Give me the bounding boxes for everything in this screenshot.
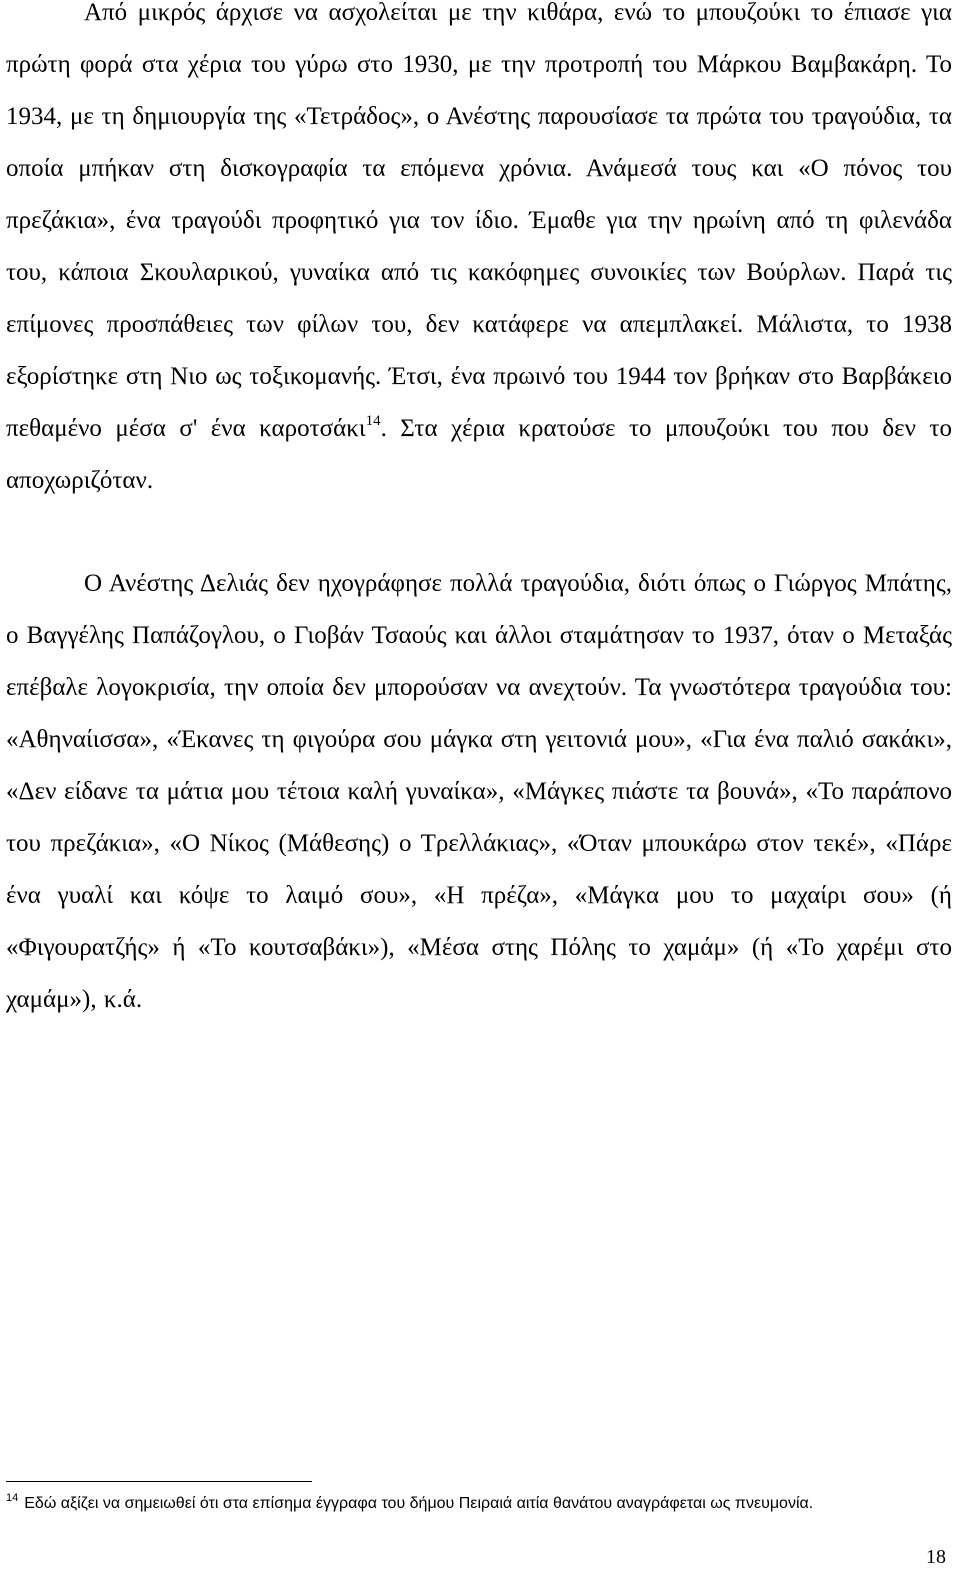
body-paragraph-1 xyxy=(6,0,952,507)
paragraph-1-text: Από μικρός άρχισε να ασχολείται με την κιθάρα, ενώ το μπουζούκι το έπιασε για πρώτη φορά στα χέρια του γύρω στο 1930, με την προτροπή του Μάρκου Βαμβακάρη. Το 1934, με τη δημιουργία της «Τετράδος», ο Ανέστης παρουσίασε τα πρώτα του τραγούδια, τα οποία μπήκαν στη δισκογραφία τα επόμενα χρόνια. Ανάμεσά τους και «Ο πόνος του πρεζάκια», ένα τραγούδι προφητικό για τον ίδιο. Έμαθε για την ηρωίνη από τη φιλενάδα του, κάποια Σκουλαρικού, γυναίκα από τις κακόφημες συνοικίες των Βούρλων. Παρά τις επίμονες προσπάθειες των φίλων του, δεν κατάφερε να απεμπλακεί. Μάλιστα, το 1938 εξορίστηκε στη Νιο ως τοξικομανής. Έτσι, ένα πρωινό του 1944 τον βρήκαν στο Βαρβάκειο πεθαμένο μέσα σ' ένα καροτσάκι xyxy=(6,0,952,442)
footnote-reference[interactable]: 14 xyxy=(365,413,381,429)
document-page xyxy=(6,0,952,1579)
footnote-separator xyxy=(6,1481,312,1482)
footnote-number: 14 xyxy=(6,1492,19,1504)
footnote xyxy=(6,1491,952,1517)
body-paragraph-2: Ο Ανέστης Δελιάς δεν ηχογράφησε πολλά τραγούδια, διότι όπως ο Γιώργος Μπάτης, ο Βαγγέλης Παπάζογλου, ο Γιοβάν Τσαούς και άλλοι σταμάτησαν το 1937, όταν ο Μεταξάς επέβαλε λογοκρισία, την οποία δεν μπορούσαν να ανεχτούν. Τα γνωστότερα τραγούδια του: «Αθηναίισσα», «Έκανες τη φιγούρα σου μάγκα στη γειτονιά μου», «Για ένα παλιό σακάκι», «Δεν είδανε τα μάτια μου τέτοια καλή γυναίκα», «Μάγκες πιάστε τα βουνά», «Το παράπονο του πρεζάκια», «Ο Νίκος (Μάθεσης) ο Τρελλάκιας», «Όταν μπουκάρω στον τεκέ», «Πάρε ένα γυαλί και κόψε το λαιμό σου», «Η πρέζα», «Μάγκα μου το μαχαίρι σου» (ή «Φιγουρατζής» ή «Το κουτσαβάκι»), «Μέσα στης Πόλης το χαμάμ» (ή «Το χαρέμι στο χαμάμ»), κ.ά. xyxy=(6,570,952,1013)
page-number: 18 xyxy=(926,1546,946,1568)
paragraph-1-text-end: . Στα χέρια κρατούσε το μπουζούκι του που δεν το αποχωριζόταν. xyxy=(6,415,952,494)
footnote-text: Εδώ αξίζει να σημειωθεί ότι στα επίσημα έγγραφα του δήμου Πειραιά αιτία θανάτου αναγράφεται ως πνευμονία. xyxy=(24,1495,814,1512)
